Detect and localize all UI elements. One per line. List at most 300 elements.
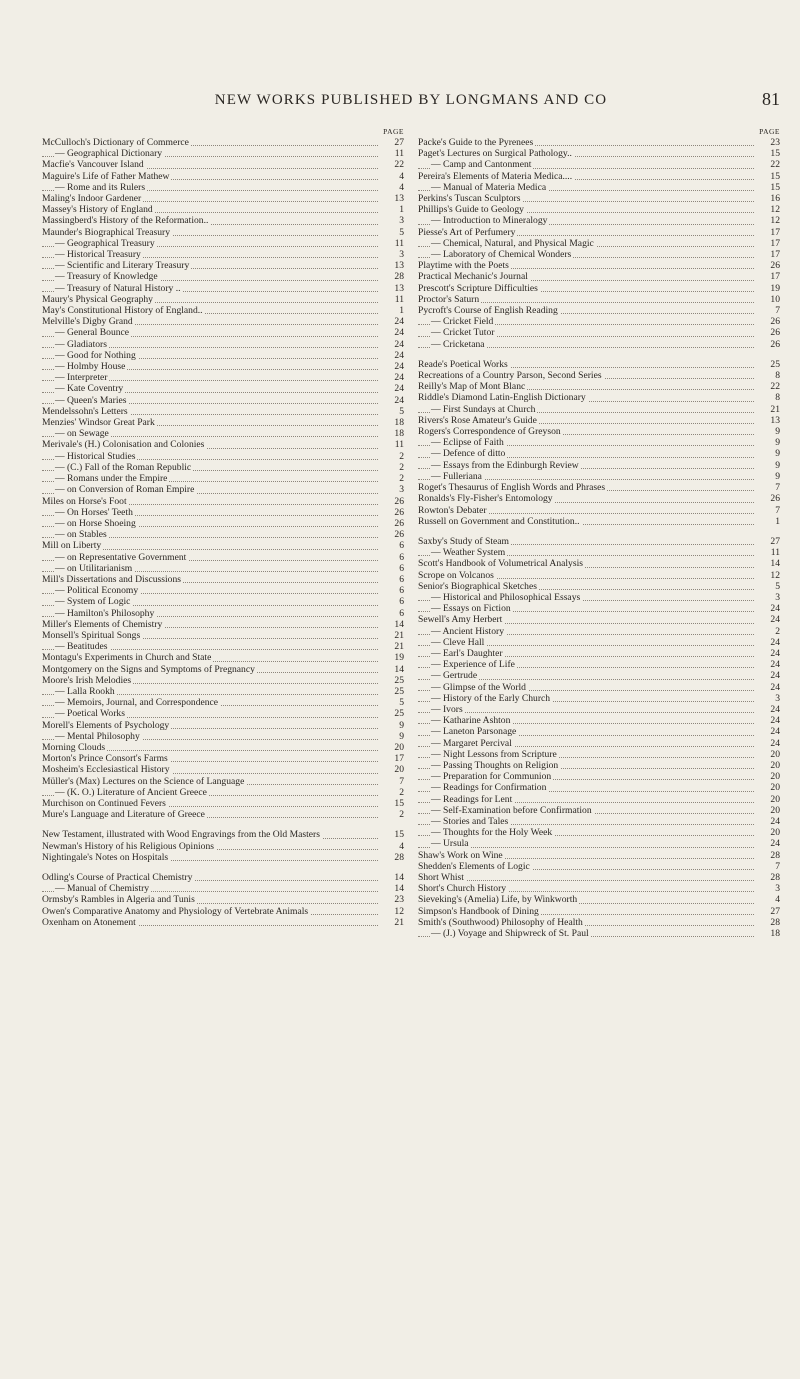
index-entry [42, 720, 404, 731]
entry-title: — Interpreter [55, 372, 108, 384]
index-entry [42, 883, 404, 894]
entry-page: 28 [380, 852, 404, 863]
index-entry [42, 417, 404, 428]
index-entry [42, 339, 404, 350]
index-entry [42, 619, 404, 630]
index-entry [42, 630, 404, 641]
index-entry [42, 529, 404, 540]
entry-title: — (J.) Voyage and Shipwreck of St. Paul [431, 928, 589, 940]
index-entry [418, 215, 780, 226]
index-entry [42, 841, 404, 852]
index-entry [42, 608, 404, 619]
index-entry [42, 894, 404, 905]
entry-title: — Geographical Treasury [55, 237, 155, 249]
index-entry [418, 816, 780, 827]
entry-page: 24 [380, 361, 404, 372]
entry-page: 22 [756, 381, 780, 392]
entry-title: Montgomery on the Signs and Symptoms of Pregnancy [42, 663, 255, 675]
index-entry [418, 547, 780, 558]
entry-page: 5 [756, 581, 780, 592]
entry-title: Miller's Elements of Chemistry [42, 618, 163, 630]
entry-page: 24 [756, 816, 780, 827]
entry-title: — Defence of ditto [431, 448, 506, 460]
entry-title: Shaw's Work on Wine [418, 849, 503, 861]
entry-title: Mendelssohn's Letters [42, 405, 128, 417]
entry-title: — On Horses' Teeth [55, 506, 133, 518]
entry-page: 25 [756, 359, 780, 370]
entry-page: 11 [756, 547, 780, 558]
entry-page: 24 [756, 704, 780, 715]
entry-title: Reilly's Map of Mont Blanc [418, 381, 526, 393]
entry-title: Mill's Dissertations and Discussions [42, 573, 181, 585]
index-entry [418, 827, 780, 838]
index-entry [42, 731, 404, 742]
entry-title: — Political Economy [55, 585, 139, 597]
entry-page: 26 [756, 316, 780, 327]
entry-page: 3 [756, 883, 780, 894]
entry-page: 4 [756, 894, 780, 905]
index-entry [42, 294, 404, 305]
entry-title: — Memoirs, Journal, and Correspondence [55, 697, 219, 709]
entry-page: 15 [380, 829, 404, 840]
index-entry [42, 664, 404, 675]
entry-title: Müller's (Max) Lectures on the Science of Language [42, 775, 245, 787]
entry-page: 12 [756, 570, 780, 581]
index-entry [42, 809, 404, 820]
entry-title: Rogers's Correspondence of Greyson [418, 426, 561, 438]
index-entry [418, 659, 780, 670]
index-entry [418, 460, 780, 471]
entry-title: — Historical Studies [55, 450, 136, 462]
entry-page: 2 [380, 787, 404, 798]
index-entry [42, 439, 404, 450]
entry-page: 21 [756, 404, 780, 415]
entry-page: 24 [380, 316, 404, 327]
entry-title: — Manual of Chemistry [55, 883, 150, 895]
index-entry [42, 917, 404, 928]
entry-title: — Fulleriana [431, 470, 482, 482]
entry-title: — History of the Early Church [431, 692, 551, 704]
index-entry [418, 592, 780, 603]
index-entry [42, 193, 404, 204]
entry-page: 20 [756, 827, 780, 838]
entry-page: 26 [380, 529, 404, 540]
entry-page: 9 [380, 731, 404, 742]
entry-page: 20 [756, 805, 780, 816]
entry-title: Odling's Course of Practical Chemistry [42, 872, 193, 883]
entry-page: 18 [380, 428, 404, 439]
index-entry [418, 437, 780, 448]
entry-title: — Ancient History [431, 625, 505, 637]
left-column [42, 127, 404, 928]
entry-page: 23 [380, 894, 404, 905]
entry-title: — on Stables [55, 529, 107, 541]
entry-page: 11 [380, 294, 404, 305]
index-entry [418, 227, 780, 238]
entry-page: 26 [380, 507, 404, 518]
entry-page: 24 [756, 715, 780, 726]
entry-page: 14 [380, 664, 404, 675]
entry-title: Massey's History of England [42, 204, 153, 216]
entry-page: 3 [756, 592, 780, 603]
entry-page: 22 [756, 159, 780, 170]
entry-title: Maunder's Biographical Treasury [42, 226, 171, 238]
entry-title: — Good for Nothing [55, 349, 136, 361]
entry-page: 3 [756, 693, 780, 704]
entry-page: 24 [380, 339, 404, 350]
entry-title: — General Bounce [55, 327, 130, 339]
entry-page: 19 [380, 652, 404, 663]
index-entry [418, 536, 780, 547]
entry-title: — Preparation for Communion [431, 771, 552, 783]
entry-page: 7 [756, 861, 780, 872]
index-entry [42, 350, 404, 361]
entry-page: 4 [380, 171, 404, 182]
index-entry [418, 872, 780, 883]
index-entry [42, 552, 404, 563]
leader-dots [418, 880, 754, 881]
entry-title: Scrope on Volcanos [418, 569, 494, 581]
entry-page: 9 [756, 448, 780, 459]
page-column-label: PAGE [759, 127, 780, 136]
entry-page: 5 [380, 227, 404, 238]
entry-page: 21 [380, 917, 404, 928]
index-entry [42, 451, 404, 462]
entry-page: 11 [380, 148, 404, 159]
entry-title: — Gladiators [55, 338, 107, 350]
entry-title: Morton's Prince Consort's Farms [42, 753, 168, 765]
index-entry [42, 518, 404, 529]
entry-page: 15 [756, 171, 780, 182]
entry-page: 17 [380, 753, 404, 764]
entry-title: Reade's Poetical Works [418, 358, 508, 370]
index-entry [42, 776, 404, 787]
entry-page: 26 [756, 327, 780, 338]
index-entry [42, 148, 404, 159]
entry-page: 6 [380, 608, 404, 619]
entry-page: 3 [380, 215, 404, 226]
entry-page: 25 [380, 675, 404, 686]
entry-title: — Gertrude [431, 670, 478, 682]
entry-title: Ronalds's Fly-Fisher's Entomology [418, 493, 553, 505]
index-entry [42, 473, 404, 484]
section-gap [42, 863, 404, 872]
entry-page: 1 [380, 204, 404, 215]
entry-page: 15 [756, 182, 780, 193]
entry-page: 17 [756, 249, 780, 260]
entry-page: 20 [380, 764, 404, 775]
index-entry [418, 917, 780, 928]
entry-title: Recreations of a Country Parson, Second Series [418, 370, 602, 382]
entry-title: Roget's Thesaurus of English Words and Phrases [418, 482, 606, 494]
entry-title: — Historical Treasury [55, 249, 141, 261]
entry-title: — Geographical Dictionary [55, 148, 163, 160]
entry-title: — on Conversion of Roman Empire [55, 484, 195, 496]
entry-title: — Essays on Fiction [431, 603, 511, 615]
entry-title: — Chemical, Natural, and Physical Magic [431, 237, 594, 249]
entry-title: — on Sewage [55, 428, 109, 440]
entry-page: 23 [756, 137, 780, 148]
entry-page: 14 [380, 619, 404, 630]
entry-title: — Cricket Field [431, 316, 494, 328]
entry-page: 16 [756, 193, 780, 204]
entry-title: — Hamilton's Philosophy [55, 607, 155, 619]
entry-title: Sieveking's (Amelia) Life, by Winkworth [418, 894, 578, 906]
entry-page: 6 [380, 563, 404, 574]
entry-title: Miles on Horse's Foot [42, 495, 127, 507]
entry-title: Melville's Digby Grand [42, 316, 133, 328]
right-column [418, 127, 780, 939]
entry-title: — Queen's Maries [55, 394, 127, 406]
index-entry [418, 238, 780, 249]
entry-title: Ormsby's Rambles in Algeria and Tunis [42, 894, 195, 906]
index-entry [42, 283, 404, 294]
index-entry [42, 742, 404, 753]
entry-page: 24 [756, 670, 780, 681]
index-entry [418, 493, 780, 504]
entry-title: — Romans under the Empire [55, 473, 168, 485]
entry-page: 6 [380, 596, 404, 607]
entry-title: New Testament, illustrated with Wood Engravings from the Old Masters [42, 829, 320, 841]
index-entry [418, 505, 780, 516]
entry-title: Mill on Liberty [42, 540, 102, 552]
index-entry [418, 260, 780, 271]
entry-title: Piesse's Art of Perfumery [418, 226, 516, 238]
index-entry [418, 771, 780, 782]
entry-page: 27 [756, 536, 780, 547]
entry-page: 24 [756, 726, 780, 737]
entry-title: Playtime with the Poets [418, 260, 509, 272]
index-entry [418, 726, 780, 737]
index-entry [42, 686, 404, 697]
index-entry [42, 708, 404, 719]
entry-page: 14 [380, 872, 404, 883]
entry-title: Menzies' Windsor Great Park [42, 417, 155, 429]
entry-title: McCulloch's Dictionary of Commerce [42, 137, 189, 148]
index-entry [42, 484, 404, 495]
entry-title: — Readings for Confirmation [431, 782, 547, 794]
entry-page: 7 [756, 482, 780, 493]
index-entry [42, 787, 404, 798]
entry-page: 15 [380, 798, 404, 809]
entry-title: Smith's (Southwood) Philosophy of Health [418, 916, 583, 928]
entry-title: Mosheim's Ecclesiastical History [42, 764, 170, 776]
entry-page: 28 [756, 872, 780, 883]
entry-title: — Weather System [431, 547, 506, 559]
entry-title: — Laboratory of Chemical Wonders [431, 249, 572, 261]
index-entry [418, 283, 780, 294]
entry-page: 26 [756, 260, 780, 271]
entry-page: 3 [380, 484, 404, 495]
entry-page: 1 [756, 516, 780, 527]
index-entry [42, 596, 404, 607]
entry-title: — Mental Philosophy [55, 730, 140, 742]
index-entry [42, 906, 404, 917]
page-column-label: PAGE [383, 127, 404, 136]
index-entry [418, 861, 780, 872]
entry-title: — on Utilitarianism [55, 562, 133, 574]
entry-page: 28 [756, 850, 780, 861]
entry-title: Monsell's Spiritual Songs [42, 629, 141, 641]
entry-title: Maling's Indoor Gardener [42, 193, 142, 205]
entry-title: Russell on Government and Constitution.. [418, 515, 580, 527]
entry-page: 4 [380, 182, 404, 193]
index-entry [418, 558, 780, 569]
index-entry [42, 171, 404, 182]
entry-page: 18 [756, 928, 780, 939]
index-entry [418, 682, 780, 693]
entry-page: 2 [380, 451, 404, 462]
index-entry [42, 428, 404, 439]
entry-page: 25 [380, 686, 404, 697]
entry-title: — Camp and Cantonment [431, 159, 532, 171]
index-entry [418, 749, 780, 760]
index-entry [418, 850, 780, 861]
entry-title: — Experience of Life [431, 659, 515, 671]
entry-title: — Treasury of Natural History .. [55, 282, 181, 294]
entry-title: Montagu's Experiments in Church and State [42, 652, 212, 664]
entry-title: — Kate Coventry [55, 383, 124, 395]
index-entry [418, 339, 780, 350]
entry-title: Riddle's Diamond Latin-English Dictionary [418, 392, 586, 404]
entry-title: — Historical and Philosophical Essays [431, 591, 581, 603]
entry-page: 13 [380, 260, 404, 271]
index-entry [418, 137, 780, 148]
entry-page: 24 [756, 738, 780, 749]
entry-page: 7 [756, 505, 780, 516]
entry-page: 17 [756, 227, 780, 238]
entry-title: — Eclipse of Faith [431, 437, 504, 449]
entry-title: Nightingale's Notes on Hospitals [42, 851, 169, 863]
entry-title: — Earl's Daughter [431, 647, 503, 659]
entry-page: 24 [756, 659, 780, 670]
entry-page: 26 [380, 496, 404, 507]
index-entry [42, 462, 404, 473]
entry-title: Sewell's Amy Herbert [418, 614, 503, 626]
index-entry [42, 227, 404, 238]
entry-title: Prescott's Scripture Difficulties [418, 282, 538, 294]
entry-title: — Lalla Rookh [55, 685, 115, 697]
entry-title: May's Constitutional History of England.. [42, 305, 203, 317]
entry-page: 2 [380, 809, 404, 820]
entry-title: — System of Logic [55, 596, 131, 608]
entry-page: 24 [756, 614, 780, 625]
index-entry [418, 782, 780, 793]
index-entry [42, 675, 404, 686]
entry-title: Morning Clouds [42, 741, 106, 753]
index-entry [418, 838, 780, 849]
index-entry [418, 894, 780, 905]
entry-title: Moore's Irish Melodies [42, 674, 132, 686]
entry-title: Practical Mechanic's Journal [418, 271, 528, 283]
entry-page: 12 [380, 906, 404, 917]
index-entry [418, 906, 780, 917]
entry-page: 24 [380, 350, 404, 361]
entry-page: 5 [380, 697, 404, 708]
entry-title: — Beatitudes [55, 641, 108, 653]
section-gap [418, 527, 780, 536]
entry-page: 26 [380, 518, 404, 529]
entry-page: 27 [380, 137, 404, 148]
entry-page: 9 [756, 426, 780, 437]
index-entry [418, 404, 780, 415]
entry-title: Paget's Lectures on Surgical Pathology.. [418, 148, 572, 160]
index-entry [418, 370, 780, 381]
entry-page: 19 [756, 283, 780, 294]
entry-page: 13 [380, 193, 404, 204]
entry-page: 28 [756, 917, 780, 928]
index-entry [418, 570, 780, 581]
index-entry [418, 626, 780, 637]
index-entry [42, 563, 404, 574]
entry-title: — Passing Thoughts on Religion [431, 759, 559, 771]
index-entry [42, 372, 404, 383]
index-entry [42, 137, 404, 148]
entry-title: Saxby's Study of Steam [418, 535, 510, 547]
entry-title: — Manual of Materia Medica [431, 181, 547, 193]
entry-title: Mure's Language and Literature of Greece [42, 809, 205, 821]
entry-page: 12 [756, 204, 780, 215]
entry-title: Phillips's Guide to Geology [418, 204, 524, 216]
entry-title: — (K. O.) Literature of Ancient Greece [55, 786, 207, 798]
entry-page: 17 [756, 271, 780, 282]
entry-title: — Night Lessons from Scripture [431, 748, 557, 760]
entry-title: — Cleve Hall [431, 636, 485, 648]
index-entry [418, 316, 780, 327]
index-entry [42, 260, 404, 271]
entry-title: — Scientific and Literary Treasury [55, 260, 190, 272]
entry-page: 24 [380, 395, 404, 406]
index-entry [418, 426, 780, 437]
entry-page: 24 [756, 637, 780, 648]
entry-page: 20 [380, 742, 404, 753]
entry-title: — on Horse Shoeing [55, 517, 136, 529]
entry-page: 20 [756, 760, 780, 771]
entry-page: 15 [756, 148, 780, 159]
entry-title: Owen's Comparative Anatomy and Physiology of Vertebrate Animals [42, 905, 309, 917]
entry-title: Merivale's (H.) Colonisation and Colonies [42, 439, 205, 451]
section-gap [418, 350, 780, 359]
entry-page: 8 [756, 370, 780, 381]
entry-title: — Cricketana [431, 338, 485, 350]
entry-title: Short's Church History [418, 883, 507, 895]
running-title: NEW WORKS PUBLISHED BY LONGMANS AND CO [214, 92, 608, 108]
entry-title: — Holmby House [55, 361, 126, 373]
entry-title: Maury's Physical Geography [42, 293, 153, 305]
index-entry [42, 829, 404, 840]
index-entry [418, 715, 780, 726]
index-entry [42, 406, 404, 417]
entry-page: 20 [756, 782, 780, 793]
entry-title: — Cricket Tutor [431, 327, 495, 339]
entry-page: 22 [380, 159, 404, 170]
index-entry [42, 798, 404, 809]
index-entry [42, 574, 404, 585]
index-entry [418, 648, 780, 659]
index-entry [42, 316, 404, 327]
entry-title: Scott's Handbook of Volumetrical Analysis [418, 558, 583, 570]
entry-title: — Rome and its Rulers [55, 181, 146, 193]
index-entry [42, 540, 404, 551]
entry-page: 24 [380, 327, 404, 338]
entry-page: 4 [380, 841, 404, 852]
entry-page: 24 [380, 383, 404, 394]
entry-title: — Introduction to Mineralogy [431, 215, 548, 227]
entry-title: Perkins's Tuscan Sculptors [418, 193, 521, 205]
entry-title: Proctor's Saturn [418, 293, 480, 305]
entry-title: — Self-Examination before Confirmation [431, 804, 592, 816]
entry-title: Macfie's Vancouver Island [42, 159, 144, 171]
